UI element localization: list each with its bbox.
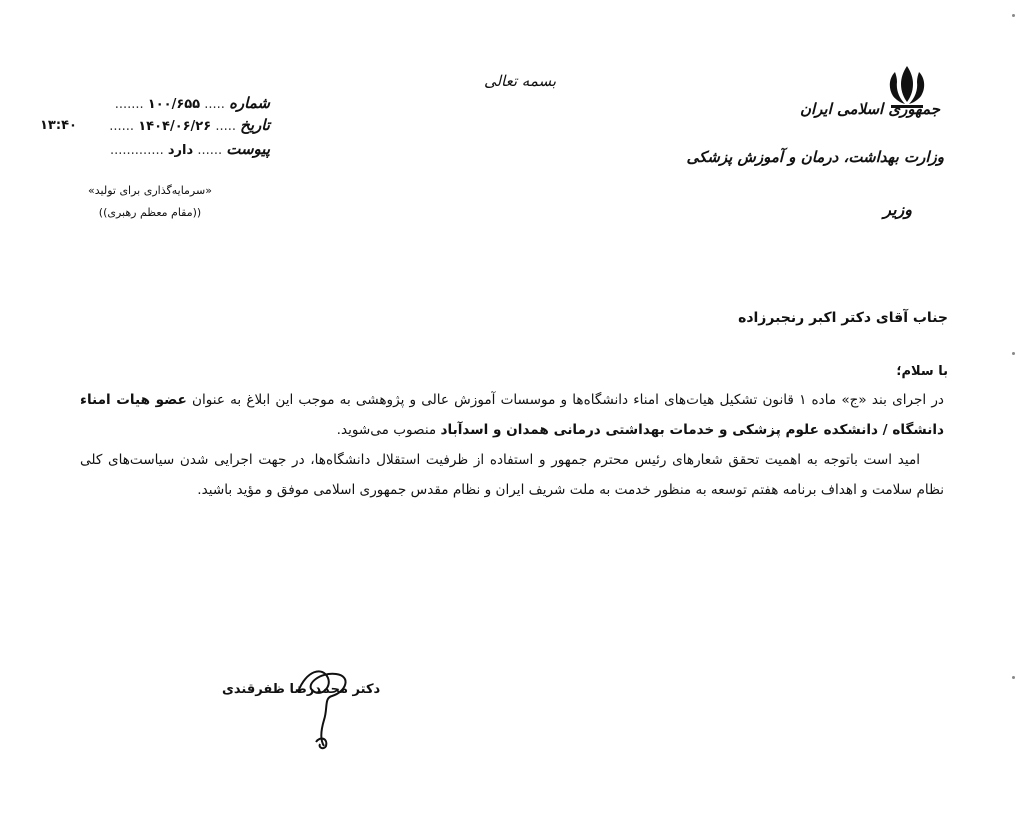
paragraph-1 [80, 385, 944, 445]
attachment-label: پیوست [226, 140, 270, 158]
scan-speck [1012, 352, 1015, 355]
addressee: جناب آقای دکتر اکبر رنجبرزاده [738, 310, 948, 326]
slogan-attribution: ((مقام معظم رهبری)) [98, 206, 202, 219]
attachment-row: پیوست ...... دارد ............. [110, 140, 270, 158]
number-label: شماره [229, 94, 270, 112]
date-label: تاریخ [240, 116, 270, 134]
date-row: تاریخ ..... ۱۴۰۴/۰۶/۲۶ ...... [109, 116, 270, 134]
time-value: ۱۳:۴۰ [40, 118, 77, 133]
scan-speck [1012, 676, 1015, 679]
letter-body [80, 385, 944, 505]
number-value: ۱۰۰/۶۵۵ [147, 97, 201, 112]
slogan [60, 180, 240, 224]
signer-name: دکتر محمدرضا ظفرقندی [222, 682, 381, 697]
scan-speck [1012, 14, 1015, 17]
number-row: شماره ..... ۱۰۰/۶۵۵ ....... [114, 94, 270, 112]
paragraph-1-end: منصوب می‌شوید. [336, 422, 441, 438]
date-value: ۱۴۰۴/۰۶/۲۶ [138, 119, 212, 134]
ministry-title: وزارت بهداشت، درمان و آموزش پزشکی [686, 148, 944, 166]
paragraph-1-bold: عضو هیات امناء دانشگاه / دانشکده علوم پزشکی و خدمات بهداشتی درمانی همدان و اسدآباد [80, 392, 944, 438]
paragraph-2: امید است باتوجه به اهمیت تحقق شعارهای رئیس محترم جمهور و استفاده از ظرفیت استقلال دانشگاه‌ها، در جهت اجرایی شدن سیاست‌های کلی نظام سلامت و اهداف برنامه هفتم توسعه به منظور خدمت به ملت شریف ایران و نظام مقدس جمهوری اسلامی موفق و مؤید باشید. [80, 452, 944, 498]
letter-meta [40, 92, 290, 172]
minister-title: وزیر [883, 200, 912, 219]
slogan-line: «سرمایه‌گذاری برای تولید» [88, 184, 212, 197]
republic-title: جمهوری اسلامی ایران [799, 100, 940, 118]
greeting: با سلام؛ [896, 364, 948, 379]
bismillah: بسمه تعالی [483, 72, 557, 90]
paragraph-1-intro: در اجرای بند «ج» ماده ۱ قانون تشکیل هیات‌های امناء دانشگاه‌ها و موسسات آموزش عالی و پژوهشی به موجب این ابلاغ به عنوان [186, 392, 944, 408]
attachment-value: دارد [167, 143, 194, 158]
signature-scribble [228, 660, 408, 750]
